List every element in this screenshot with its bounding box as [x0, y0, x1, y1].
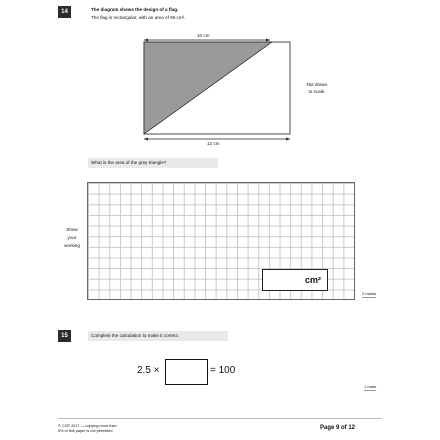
- q15-question-text: Complete the calculation to make it correct.: [91, 333, 180, 338]
- footer-copyright-line2: 5% of this paper is not permitted: [58, 429, 113, 433]
- q14-marks: 2 marks: [362, 291, 377, 296]
- top-arrowhead-right: [266, 39, 270, 42]
- q14-intro-line1: The diagram shows the design of a flag.: [91, 7, 179, 12]
- footer-page-label: Page 9 of 12: [320, 425, 356, 431]
- bottom-dimension-label: 12 cm: [207, 141, 220, 146]
- footer-copyright-line1: © CGP 2017 — copying more than: [58, 424, 117, 428]
- footer-divider: [58, 418, 382, 419]
- q15-marks: 1 mark: [364, 384, 377, 389]
- calc-left: 2.5 ×: [137, 365, 160, 376]
- q15-question-banner: [88, 331, 228, 341]
- q14-answer-box[interactable]: [262, 269, 328, 291]
- calc-right: = 100: [210, 365, 236, 376]
- q14-question-text: What is the area of the grey triangle?: [91, 160, 167, 165]
- working-label-line2: your: [67, 235, 77, 240]
- q14-intro-line2: The flag is rectangular, with an area of 96 cm².: [91, 15, 186, 20]
- top-dimension-label: 10 cm: [197, 33, 210, 38]
- q14-question-banner: [88, 158, 218, 168]
- working-label-line3: working: [64, 243, 80, 248]
- not-drawn-line1: Not drawn: [306, 82, 328, 87]
- not-drawn-line2: to scale.: [308, 89, 326, 94]
- working-label-line1: Show: [66, 227, 78, 232]
- bottom-arrowhead-right: [286, 138, 290, 141]
- answer-unit-label: cm²: [304, 275, 321, 285]
- q15-answer-box[interactable]: [165, 359, 208, 385]
- question-15-number: 15: [58, 330, 71, 342]
- bottom-arrowhead-left: [144, 138, 148, 141]
- top-arrowhead-left: [144, 39, 148, 42]
- flag-diagram: [130, 28, 300, 153]
- question-14-number: 14: [58, 6, 71, 18]
